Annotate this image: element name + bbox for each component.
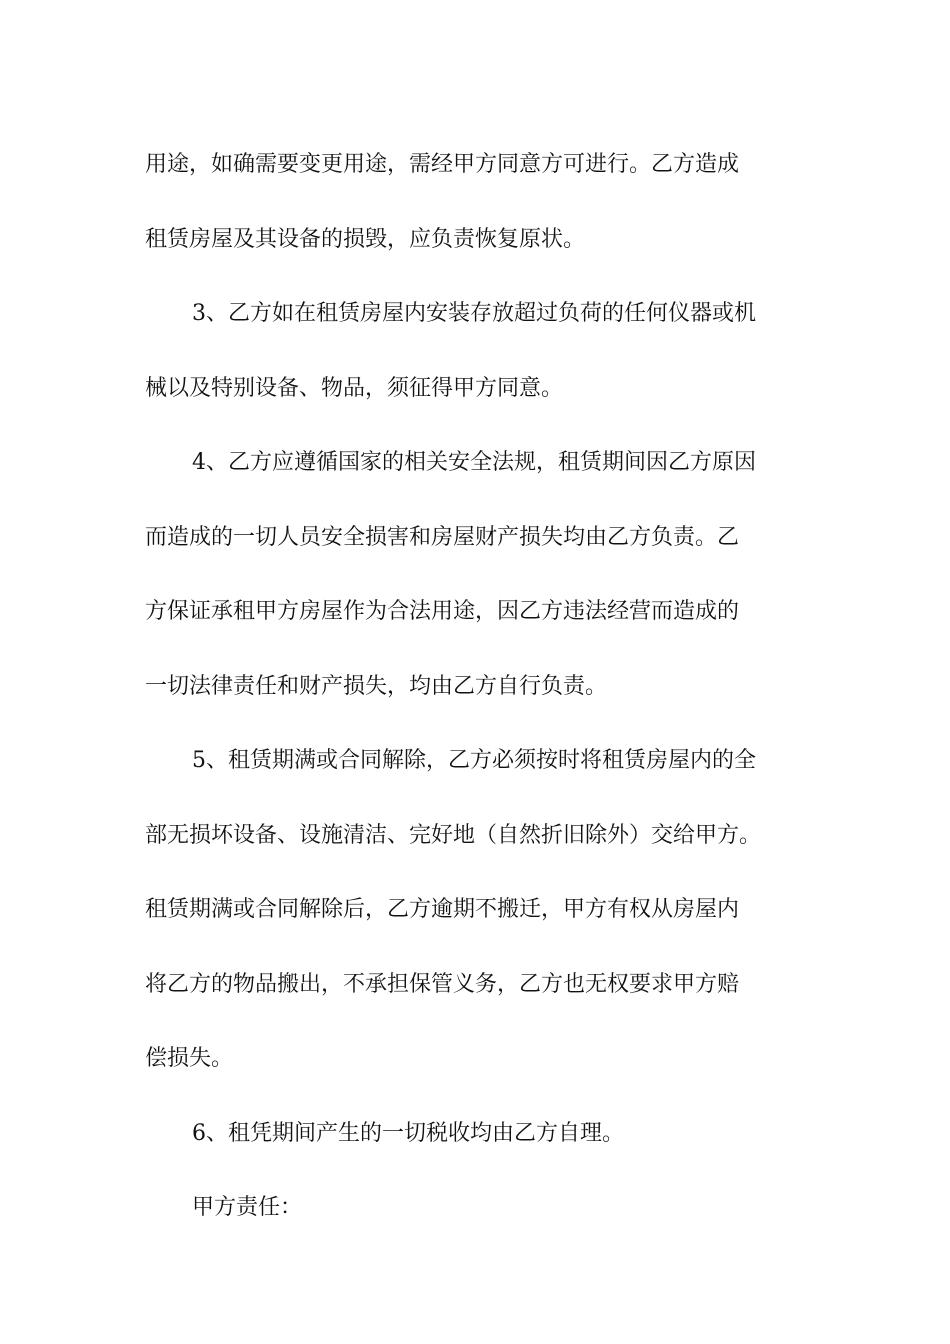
text-line: 偿损失。: [145, 1046, 234, 1071]
text-line: 3、乙方如在租赁房屋内安装存放超过负荷的任何仪器或机: [192, 301, 756, 326]
text-line: 将乙方的物品搬出，不承担保管义务，乙方也无权要求甲方赔: [145, 971, 740, 997]
text-line: 4、乙方应遵循国家的相关安全法规，租赁期间因乙方原因: [192, 450, 756, 475]
text-line: 械以及特别设备、物品，须征得甲方同意。: [145, 375, 564, 401]
text-line: 部无损坏设备、设施清洁、完好地（自然折旧除外）交给甲方。: [145, 822, 762, 848]
document-body: [145, 128, 815, 1246]
text-line: 租赁房屋及其设备的损毁，应负责恢复原状。: [145, 226, 586, 252]
text-line: 而造成的一切人员安全损害和房屋财产损失均由乙方负责。乙: [145, 524, 740, 550]
text-line: 方保证承租甲方房屋作为合法用途，因乙方违法经营而造成的: [145, 599, 740, 624]
text-line: 用途，如确需要变更用途，需经甲方同意方可进行。乙方造成: [145, 152, 740, 177]
text-line: 租赁期满或合同解除后，乙方逾期不搬迁，甲方有权从房屋内: [145, 897, 740, 922]
text-line: 5、租赁期满或合同解除，乙方必须按时将租赁房屋内的全: [192, 748, 756, 773]
text-line: 6、租凭期间产生的一切税收均由乙方自理。: [192, 1120, 624, 1146]
section-heading: 甲方责任：: [192, 1195, 303, 1220]
text-line: 一切法律责任和财产损失，均由乙方自行负责。: [145, 673, 608, 699]
